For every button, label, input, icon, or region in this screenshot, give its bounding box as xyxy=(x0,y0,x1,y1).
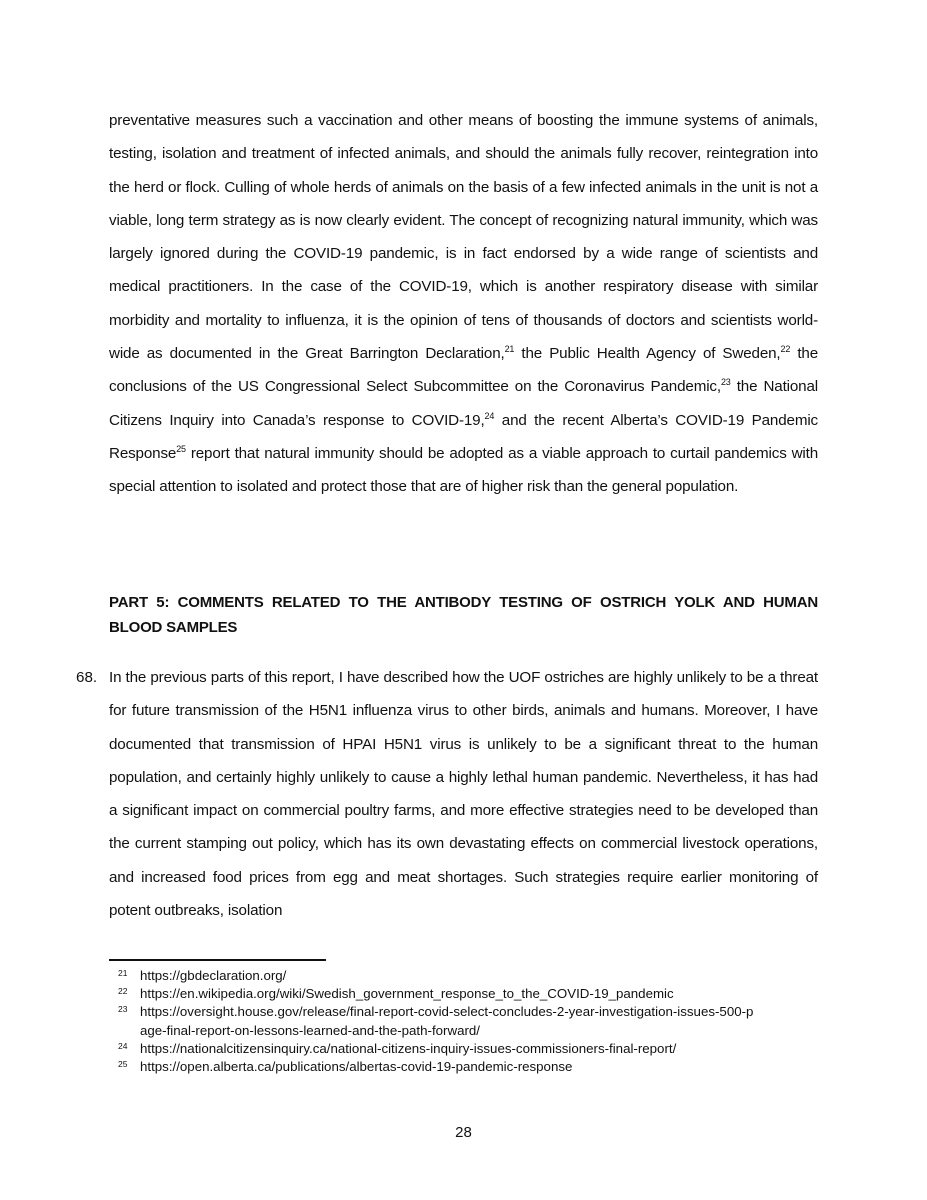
page-number: 28 xyxy=(455,1124,472,1141)
footnote-ref[interactable]: 23 xyxy=(720,377,731,388)
paragraph-text: preventative measures such a vaccination and other means of boosting the immune systems of animals, testing, isolation and treatment of infected animals, and should the animals fully recover, reintegration into the herd or flock. Culling of whole herds of animals on the basis of a few infected animals in the unit is not a viable, long term strategy as is now clearly evident. The concept of recognizing natural immunity, which was largely ignored during the COVID-19 pandemic, is in fact endorsed by a wide range of scientists and medical practitioners. In the case of the COVID-19, which is another respiratory disease with similar morbidity and mortality to influenza, it is the opinion of tens of thousands of doctors and scientists world-wide as documented in the Great Barrington Declaration, xyxy=(109,112,818,363)
footnote-item xyxy=(118,967,818,985)
footnote-item xyxy=(118,985,818,1003)
paragraph-text: In the previous parts of this report, I have described how the UOF ostriches are highly unlikely to be a threat for future transmission of the H5N1 influenza virus to other birds, animals and humans. Moreover, I have documented that transmission of HPAI H5N1 virus is unlikely to be a significant threat to the human population, and certainly highly unlikely to cause a highly lethal human pandemic. Nevertheless, it has had a significant impact on commercial poultry farms, and more effective strategies need to be developed than the current stamping out policy, which has its own devastating effects on commercial livestock operations, and increased food prices from egg and meat shortages. Such strategies require earlier monitoring of potent outbreaks, isolation xyxy=(109,669,818,920)
footnote-link[interactable]: https://oversight.house.gov/release/final-report-covid-select-concludes-2-year-investigation-issues-500-page-final-report-on-lessons-learned-and-the-path-forward/ xyxy=(140,1004,754,1038)
footnote-ref[interactable]: 24 xyxy=(484,410,495,421)
footnotes xyxy=(118,967,818,1076)
paragraph-text: the National Citizens Inquiry into Canada’s response to COVID-19, xyxy=(109,378,818,429)
footnote-link[interactable]: https://gbdeclaration.org/ xyxy=(140,968,287,983)
paragraph-number: 68. xyxy=(76,669,98,686)
footnote-item xyxy=(118,1040,818,1058)
paragraph-text: and the recent Alberta’s COVID-19 Pandemic Response xyxy=(109,411,818,462)
footnote-item xyxy=(118,1003,818,1039)
footnote-ref[interactable]: 25 xyxy=(176,443,186,454)
footnote-number: 24 xyxy=(118,1040,128,1051)
paragraph-text: the Public Health Agency of Sweden, xyxy=(514,345,781,363)
footnote-number: 25 xyxy=(118,1059,128,1070)
paragraph-text: the conclusions of the US Congressional Select Subcommittee on the Coronavirus Pandemic, xyxy=(109,345,819,396)
paragraph-text: report that natural immunity should be adopted as a viable approach to curtail pandemics with special attention to isolated and protect those that are of higher risk than the general population. xyxy=(109,444,818,496)
body-paragraph-continued xyxy=(109,104,818,504)
footnote-number: 23 xyxy=(118,1004,128,1015)
footnote-ref[interactable]: 21 xyxy=(504,344,515,355)
footnote-ref[interactable]: 22 xyxy=(780,344,791,355)
footnote-link[interactable]: https://en.wikipedia.org/wiki/Swedish_government_response_to_the_COVID-19_pandemic xyxy=(140,986,674,1002)
footnote-number: 21 xyxy=(118,968,128,978)
paragraph-body xyxy=(109,661,818,927)
footnote-separator xyxy=(109,959,326,961)
footnote-link[interactable]: https://nationalcitizensinquiry.ca/national-citizens-inquiry-issues-commissioners-final-report/ xyxy=(140,1040,677,1056)
footnote-item xyxy=(118,1058,818,1076)
section-heading: PART 5: COMMENTS RELATED TO THE ANTIBODY TESTING OF OSTRICH YOLK AND HUMAN BLOOD SAMPLES xyxy=(109,594,818,636)
footnote-link[interactable]: https://open.alberta.ca/publications/albertas-covid-19-pandemic-response xyxy=(140,1059,573,1075)
footnote-number: 22 xyxy=(118,986,128,997)
